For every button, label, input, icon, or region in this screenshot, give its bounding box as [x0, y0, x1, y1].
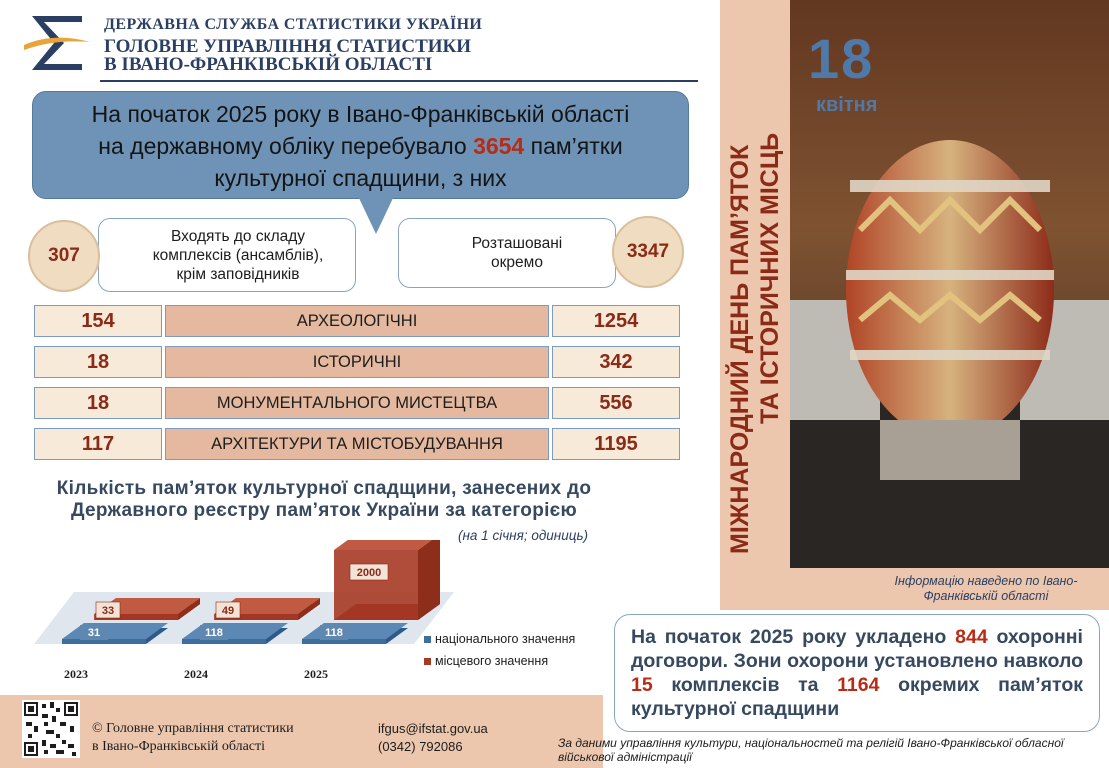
office-name-line1: ГОЛОВНЕ УПРАВЛІННЯ СТАТИСТИКИ [104, 36, 472, 57]
contracts-count: 844 [955, 626, 988, 648]
data-source-note: За даними управління культури, національностей та релігій Івано-Франківської обласної військової адміністрації [558, 736, 1064, 764]
banner-line2-pre: на державному обліку перебувало [98, 133, 474, 159]
standalone-count: 3347 [612, 216, 684, 288]
note-text: охоронні договори. Зони охорони установлено навколо [631, 626, 1083, 672]
office-name [104, 38, 484, 74]
footer-band [0, 695, 603, 768]
statistics-logo [24, 12, 90, 74]
total-count: 3654 [473, 133, 525, 159]
legend-swatch [424, 658, 431, 665]
chart-subtitle: (на 1 січня; одиниць) [458, 528, 589, 543]
bar-national-value: 118 [325, 627, 343, 639]
category-row [34, 387, 680, 419]
bar-local-value: 2000 [356, 567, 382, 579]
bar-national-value: 31 [87, 627, 101, 639]
chart-title: Кількість пам’яток культурної спадщини, занесених до Державного реєстру пам’яток України за категорією [56, 478, 592, 521]
agency-name: ДЕРЖАВНА СЛУЖБА СТАТИСТИКИ УКРАЇНИ [104, 16, 483, 33]
category-row [34, 428, 680, 460]
category-label: АРХЕОЛОГІЧНІ [165, 305, 549, 337]
event-title-vertical [724, 24, 788, 564]
category-label: АРХІТЕКТУРИ ТА МІСТОБУДУВАННЯ [165, 428, 549, 460]
copyright-line2: в Івано-Франківській області [92, 739, 266, 754]
in-complexes-count: 307 [28, 220, 100, 292]
office-name-line2: В ІВАНО-ФРАНКІВСЬКІЙ ОБЛАСТІ [104, 54, 433, 75]
event-date-day: 18 [808, 27, 875, 90]
complexes-count: 15 [631, 674, 653, 696]
year-label: 2023 [64, 667, 88, 681]
category-right-value: 342 [552, 346, 680, 378]
protection-note [614, 614, 1100, 732]
category-left-value: 18 [34, 387, 162, 419]
note-text: На початок 2025 року укладено [631, 626, 956, 648]
standalone-label: Розташовані окремо [398, 218, 616, 288]
category-right-value: 1254 [552, 305, 680, 337]
legend-item-national [424, 628, 575, 650]
bar-local-value: 33 [101, 605, 115, 617]
legend-label: національного значення [435, 632, 576, 646]
copyright-line1: © Головне управління статистики [92, 721, 294, 736]
email-link[interactable]: ifgus@ifstat.gov.ua [378, 721, 488, 736]
bar-local [334, 550, 418, 620]
legend-item-local [424, 650, 575, 672]
year-label: 2024 [184, 667, 208, 681]
category-row [34, 305, 680, 337]
legend-label: місцевого значення [435, 654, 549, 668]
event-title-line2: ТА ІСТОРИЧНИХ МІСЦЬ [756, 132, 784, 424]
banner-line2-post: пам’ятки [524, 133, 623, 159]
note-text: окремих пам’яток культурної спадщини [631, 674, 1083, 720]
down-arrow-icon [358, 196, 394, 234]
banner-line2 [33, 130, 688, 162]
category-right-value: 556 [552, 387, 680, 419]
event-date-month: квітня [816, 94, 878, 116]
bar-local-value: 49 [221, 605, 235, 617]
legend-swatch [424, 636, 431, 643]
category-left-value: 18 [34, 346, 162, 378]
category-label: ІСТОРИЧНІ [165, 346, 549, 378]
chart-legend [424, 628, 575, 672]
banner-line3: культурної спадщини, з них [214, 165, 507, 191]
bar-national-value: 118 [205, 627, 223, 639]
in-complexes-label: Входять до складу комплексів (ансамблів), крім заповідників [98, 218, 356, 292]
category-left-value: 117 [34, 428, 162, 460]
event-title-line1: МІЖНАРОДНИЙ ДЕНЬ ПАМ’ЯТОК [726, 144, 754, 554]
total-banner [32, 91, 689, 199]
copyright [92, 720, 294, 756]
header-divider [100, 80, 698, 82]
category-left-value: 154 [34, 305, 162, 337]
banner-line1: На початок 2025 року в Івано-Франківській області [91, 101, 630, 127]
register-chart [14, 540, 454, 690]
qr-code[interactable] [22, 700, 80, 758]
region-note: Інформацію наведено по Івано-Франківській області [894, 574, 1078, 603]
phone-number: (0342) 792086 [378, 739, 463, 754]
category-label: МОНУМЕНТАЛЬНОГО МИСТЕЦТВА [165, 387, 549, 419]
year-label: 2025 [304, 667, 328, 681]
contacts [378, 720, 488, 756]
category-right-value: 1195 [552, 428, 680, 460]
note-text: комплексів та [652, 674, 838, 696]
monuments-count: 1164 [837, 674, 880, 696]
category-row [34, 346, 680, 378]
